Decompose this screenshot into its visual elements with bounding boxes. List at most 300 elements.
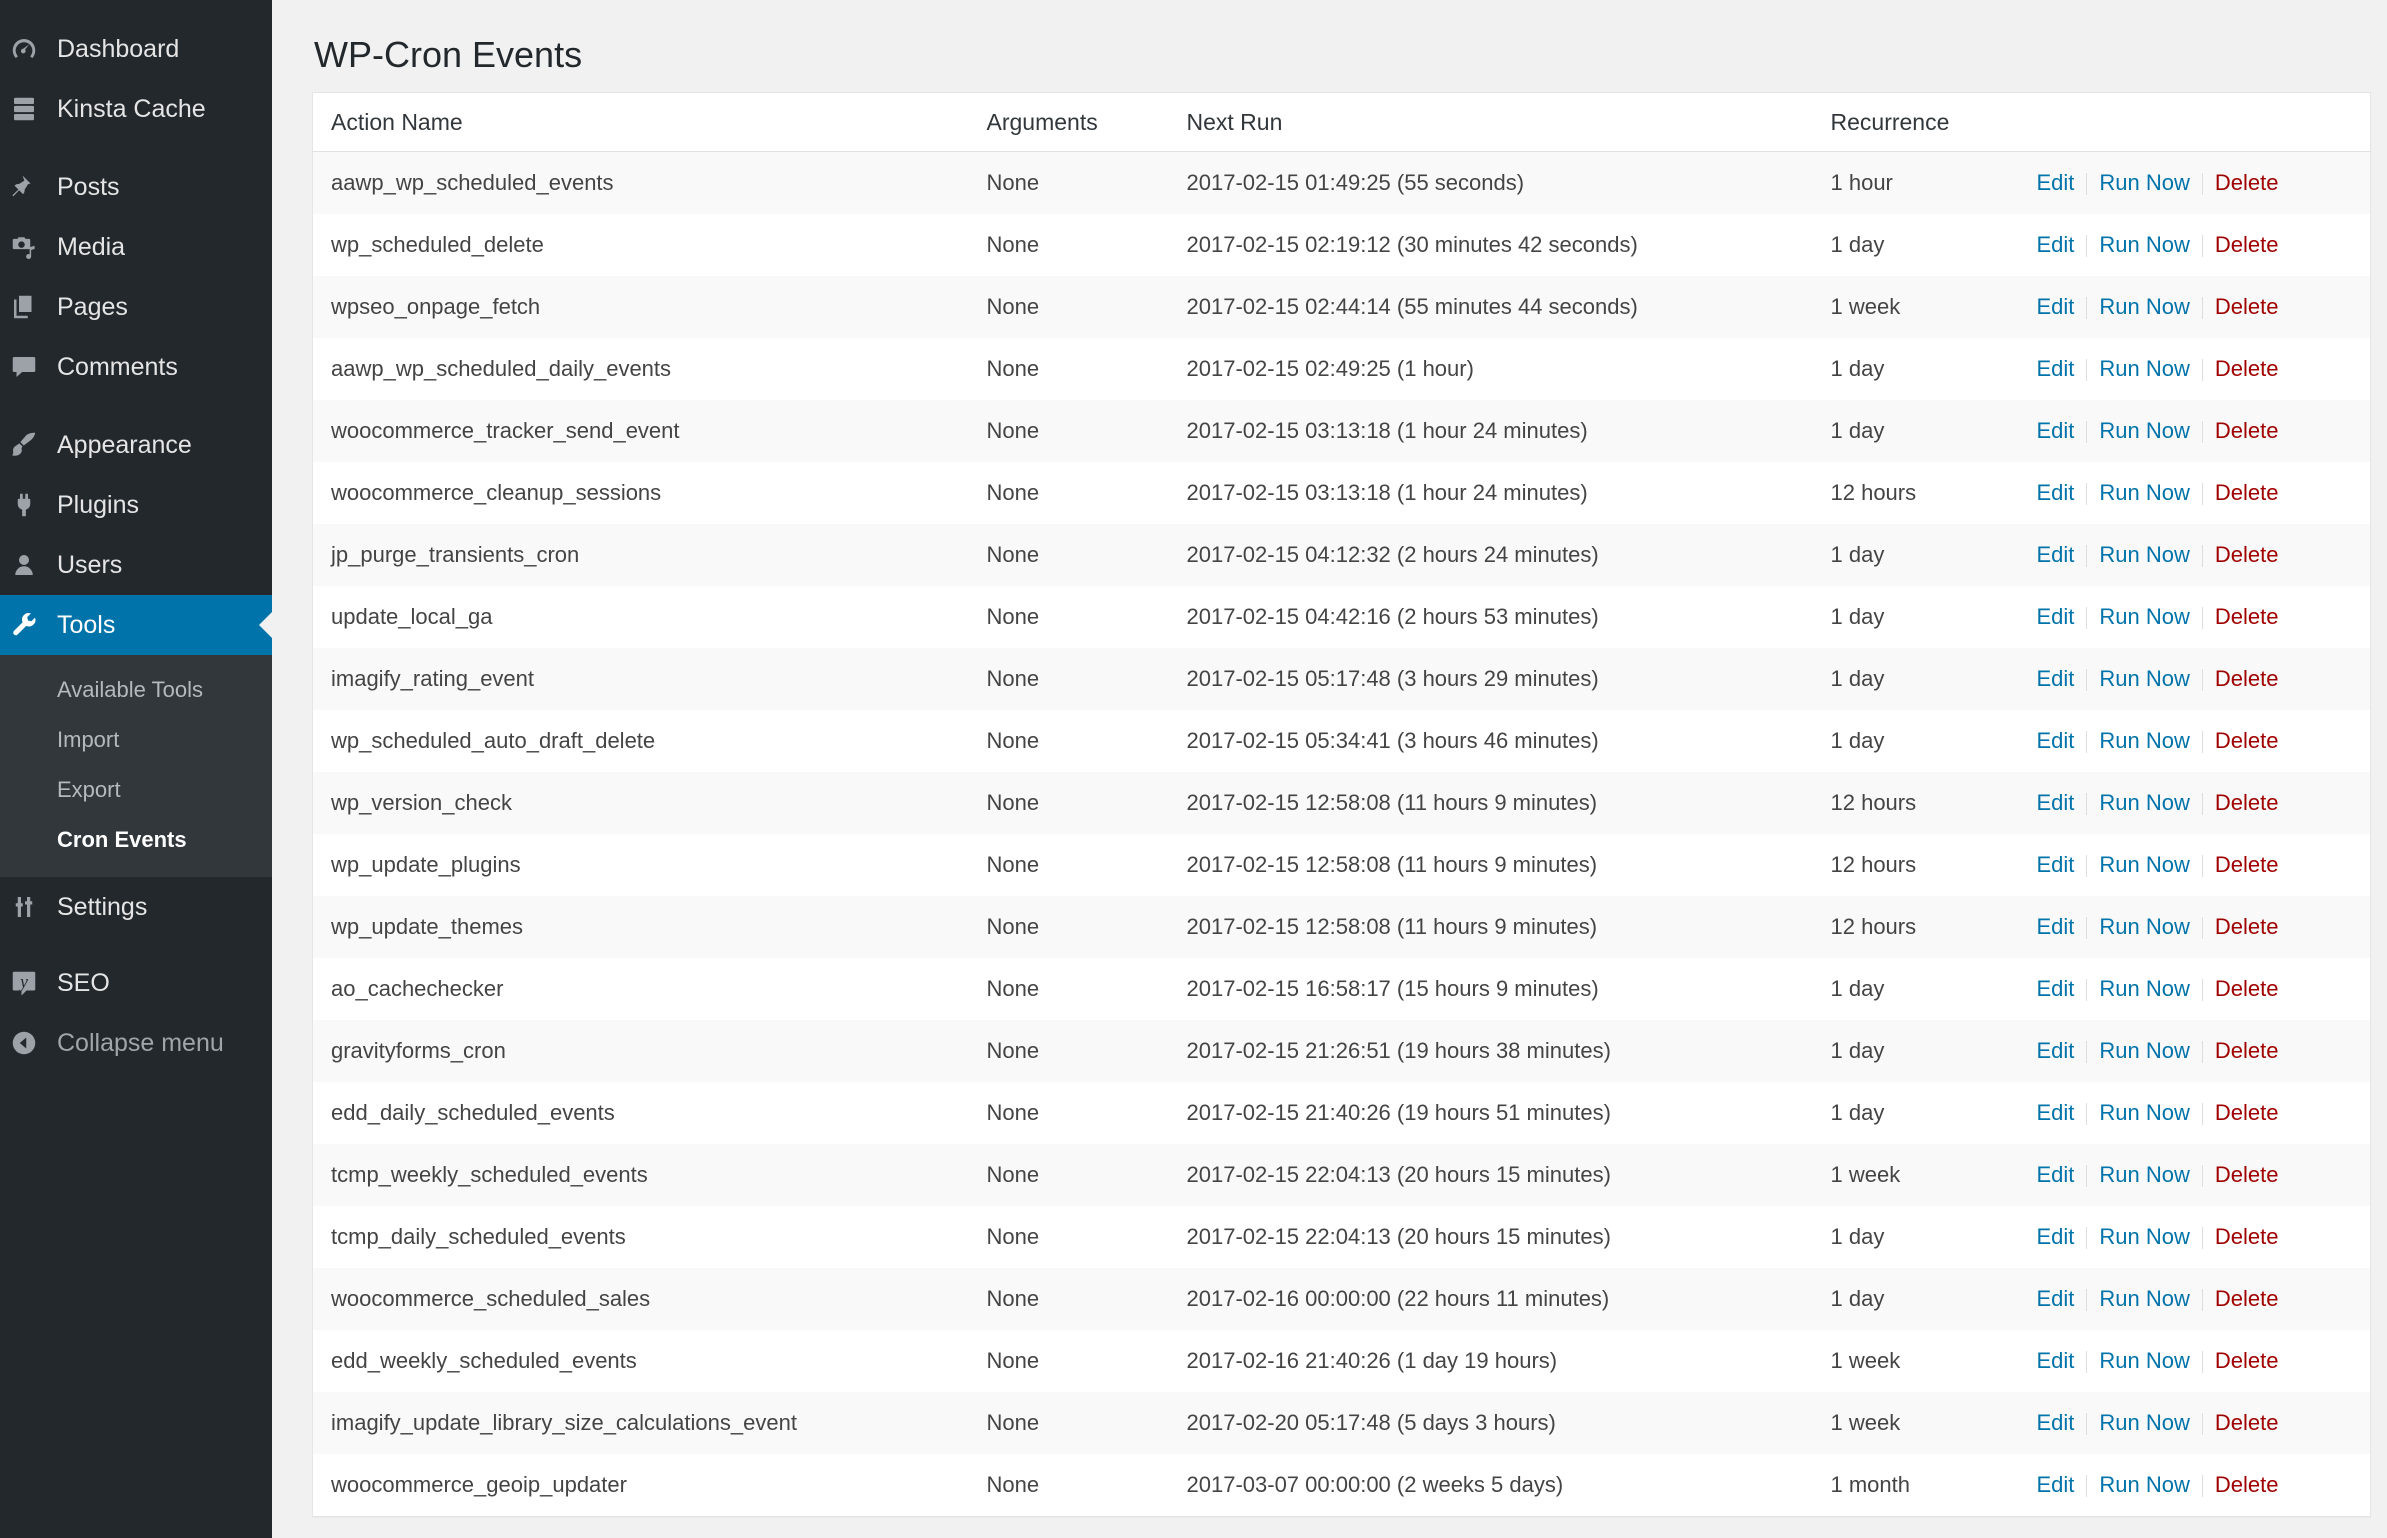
arguments-cell: None bbox=[969, 772, 1169, 834]
delete-link[interactable]: Delete bbox=[2214, 728, 2279, 753]
column-header-next-run: Next Run bbox=[1169, 93, 1813, 152]
run-now-link[interactable]: Run Now bbox=[2099, 1038, 2190, 1063]
table-row bbox=[313, 152, 2371, 215]
action-name-cell: imagify_update_library_size_calculations_event bbox=[313, 1392, 969, 1454]
run-now-link[interactable]: Run Now bbox=[2099, 790, 2190, 815]
arguments-cell: None bbox=[969, 1020, 1169, 1082]
link-separator bbox=[2202, 1475, 2203, 1497]
table-row bbox=[313, 462, 2371, 524]
sidebar-item-label: Pages bbox=[57, 292, 128, 321]
svg-text:y: y bbox=[20, 971, 28, 992]
row-actions-cell bbox=[2019, 1268, 2371, 1330]
action-name-cell: wp_update_themes bbox=[313, 896, 969, 958]
delete-link[interactable]: Delete bbox=[2214, 790, 2279, 815]
table-header bbox=[313, 93, 2371, 152]
edit-link[interactable]: Edit bbox=[2036, 852, 2075, 877]
link-separator bbox=[2202, 1289, 2203, 1311]
table-row bbox=[313, 710, 2371, 772]
run-now-link[interactable]: Run Now bbox=[2099, 852, 2190, 877]
edit-link[interactable]: Edit bbox=[2036, 1038, 2075, 1063]
sidebar-item-label: Kinsta Cache bbox=[57, 94, 206, 123]
sidebar-item-settings[interactable] bbox=[0, 877, 272, 937]
next-run-cell: 2017-02-15 16:58:17 (15 hours 9 minutes) bbox=[1169, 958, 1813, 1020]
arguments-cell: None bbox=[969, 1268, 1169, 1330]
run-now-link[interactable]: Run Now bbox=[2099, 1410, 2190, 1435]
recurrence-cell: 12 hours bbox=[1813, 772, 2019, 834]
next-run-cell: 2017-02-15 05:34:41 (3 hours 46 minutes) bbox=[1169, 710, 1813, 772]
edit-link[interactable]: Edit bbox=[2036, 356, 2075, 381]
arguments-cell: None bbox=[969, 400, 1169, 462]
recurrence-cell: 1 day bbox=[1813, 586, 2019, 648]
pushpin-icon bbox=[9, 172, 39, 202]
link-separator bbox=[2086, 1289, 2087, 1311]
arguments-cell: None bbox=[969, 1330, 1169, 1392]
edit-link[interactable]: Edit bbox=[2036, 1286, 2075, 1311]
recurrence-cell: 1 day bbox=[1813, 1082, 2019, 1144]
edit-link[interactable]: Edit bbox=[2036, 1162, 2075, 1187]
sidebar-item-users[interactable] bbox=[0, 535, 272, 595]
link-separator bbox=[2086, 1351, 2087, 1373]
sidebar-item-seo[interactable] bbox=[0, 953, 272, 1013]
row-actions-cell bbox=[2019, 338, 2371, 400]
link-separator bbox=[2202, 1103, 2203, 1125]
submenu-item-import[interactable] bbox=[0, 715, 272, 765]
arguments-cell: None bbox=[969, 276, 1169, 338]
edit-link[interactable]: Edit bbox=[2036, 294, 2075, 319]
edit-link[interactable]: Edit bbox=[2036, 232, 2075, 257]
run-now-link[interactable]: Run Now bbox=[2099, 1286, 2190, 1311]
link-separator bbox=[2202, 1041, 2203, 1063]
sidebar-item-label: Appearance bbox=[57, 430, 192, 459]
recurrence-cell: 12 hours bbox=[1813, 896, 2019, 958]
next-run-cell: 2017-02-20 05:17:48 (5 days 3 hours) bbox=[1169, 1392, 1813, 1454]
table-row bbox=[313, 1268, 2371, 1330]
sidebar-item-label: Collapse menu bbox=[57, 1028, 224, 1057]
link-separator bbox=[2086, 607, 2087, 629]
run-now-link[interactable]: Run Now bbox=[2099, 232, 2190, 257]
row-actions-cell bbox=[2019, 586, 2371, 648]
cron-events-table bbox=[312, 92, 2371, 1517]
column-header-recurrence: Recurrence bbox=[1813, 93, 2019, 152]
next-run-cell: 2017-02-16 21:40:26 (1 day 19 hours) bbox=[1169, 1330, 1813, 1392]
arguments-cell: None bbox=[969, 834, 1169, 896]
pages-icon bbox=[9, 292, 39, 322]
recurrence-cell: 1 week bbox=[1813, 276, 2019, 338]
delete-link[interactable]: Delete bbox=[2214, 542, 2279, 567]
next-run-cell: 2017-02-15 03:13:18 (1 hour 24 minutes) bbox=[1169, 462, 1813, 524]
sidebar-item-label: Users bbox=[57, 550, 123, 579]
link-separator bbox=[2202, 917, 2203, 939]
row-actions-cell bbox=[2019, 1020, 2371, 1082]
next-run-cell: 2017-02-15 12:58:08 (11 hours 9 minutes) bbox=[1169, 772, 1813, 834]
table-row bbox=[313, 648, 2371, 710]
next-run-cell: 2017-02-15 02:44:14 (55 minutes 44 seconds) bbox=[1169, 276, 1813, 338]
sidebar-item-appearance[interactable] bbox=[0, 415, 272, 475]
appearance-icon bbox=[9, 430, 39, 460]
arguments-cell: None bbox=[969, 152, 1169, 215]
collapse-icon bbox=[9, 1028, 39, 1058]
next-run-cell: 2017-02-16 00:00:00 (22 hours 11 minutes) bbox=[1169, 1268, 1813, 1330]
row-actions-cell bbox=[2019, 1082, 2371, 1144]
link-separator bbox=[2202, 1227, 2203, 1249]
delete-link[interactable]: Delete bbox=[2214, 356, 2279, 381]
sidebar-item-label: Posts bbox=[57, 172, 120, 201]
action-name-cell: tcmp_weekly_scheduled_events bbox=[313, 1144, 969, 1206]
row-actions-cell bbox=[2019, 1144, 2371, 1206]
link-separator bbox=[2086, 421, 2087, 443]
action-name-cell: aawp_wp_scheduled_events bbox=[313, 152, 969, 215]
next-run-cell: 2017-02-15 22:04:13 (20 hours 15 minutes) bbox=[1169, 1144, 1813, 1206]
settings-icon bbox=[9, 892, 39, 922]
sidebar-item-media[interactable] bbox=[0, 217, 272, 277]
edit-link[interactable]: Edit bbox=[2036, 666, 2075, 691]
next-run-cell: 2017-02-15 12:58:08 (11 hours 9 minutes) bbox=[1169, 834, 1813, 896]
sidebar-item-tools[interactable] bbox=[0, 595, 272, 655]
admin-sidebar bbox=[0, 0, 272, 1538]
submenu-item-cron-events[interactable] bbox=[0, 815, 272, 865]
link-separator bbox=[2202, 607, 2203, 629]
action-name-cell: woocommerce_tracker_send_event bbox=[313, 400, 969, 462]
run-now-link[interactable]: Run Now bbox=[2099, 1162, 2190, 1187]
action-name-cell: wp_version_check bbox=[313, 772, 969, 834]
sidebar-item-pages[interactable] bbox=[0, 277, 272, 337]
link-separator bbox=[2086, 297, 2087, 319]
table-row bbox=[313, 1020, 2371, 1082]
next-run-cell: 2017-02-15 21:40:26 (19 hours 51 minutes) bbox=[1169, 1082, 1813, 1144]
action-name-cell: wpseo_onpage_fetch bbox=[313, 276, 969, 338]
run-now-link[interactable]: Run Now bbox=[2099, 666, 2190, 691]
row-actions-cell bbox=[2019, 214, 2371, 276]
link-separator bbox=[2202, 979, 2203, 1001]
edit-link[interactable]: Edit bbox=[2036, 1100, 2075, 1125]
recurrence-cell: 1 day bbox=[1813, 1020, 2019, 1082]
column-header-actions bbox=[2019, 93, 2371, 152]
next-run-cell: 2017-02-15 04:42:16 (2 hours 53 minutes) bbox=[1169, 586, 1813, 648]
delete-link[interactable]: Delete bbox=[2214, 1348, 2279, 1373]
table-row bbox=[313, 1454, 2371, 1517]
arguments-cell: None bbox=[969, 896, 1169, 958]
edit-link[interactable]: Edit bbox=[2036, 1224, 2075, 1249]
table-row bbox=[313, 586, 2371, 648]
delete-link[interactable]: Delete bbox=[2214, 1410, 2279, 1435]
table-row bbox=[313, 1206, 2371, 1268]
action-name-cell: ao_cachechecker bbox=[313, 958, 969, 1020]
next-run-cell: 2017-02-15 05:17:48 (3 hours 29 minutes) bbox=[1169, 648, 1813, 710]
link-separator bbox=[2086, 359, 2087, 381]
table-row bbox=[313, 958, 2371, 1020]
edit-link[interactable]: Edit bbox=[2036, 728, 2075, 753]
row-actions-cell bbox=[2019, 462, 2371, 524]
table-row bbox=[313, 338, 2371, 400]
column-header-arguments: Arguments bbox=[969, 93, 1169, 152]
sidebar-item-label: Dashboard bbox=[57, 34, 180, 63]
edit-link[interactable]: Edit bbox=[2036, 1348, 2075, 1373]
link-separator bbox=[2202, 855, 2203, 877]
link-separator bbox=[2086, 483, 2087, 505]
row-actions-cell bbox=[2019, 1392, 2371, 1454]
edit-link[interactable]: Edit bbox=[2036, 914, 2075, 939]
cache-icon bbox=[9, 94, 39, 124]
table-row bbox=[313, 276, 2371, 338]
sidebar-item-label: Plugins bbox=[57, 490, 139, 519]
table-row bbox=[313, 214, 2371, 276]
arguments-cell: None bbox=[969, 1392, 1169, 1454]
action-name-cell: woocommerce_cleanup_sessions bbox=[313, 462, 969, 524]
next-run-cell: 2017-02-15 12:58:08 (11 hours 9 minutes) bbox=[1169, 896, 1813, 958]
arguments-cell: None bbox=[969, 338, 1169, 400]
delete-link[interactable]: Delete bbox=[2214, 914, 2279, 939]
link-separator bbox=[2086, 855, 2087, 877]
link-separator bbox=[2202, 483, 2203, 505]
plugins-icon bbox=[9, 490, 39, 520]
run-now-link[interactable]: Run Now bbox=[2099, 1472, 2190, 1497]
edit-link[interactable]: Edit bbox=[2036, 976, 2075, 1001]
table-row bbox=[313, 524, 2371, 586]
run-now-link[interactable]: Run Now bbox=[2099, 1100, 2190, 1125]
delete-link[interactable]: Delete bbox=[2214, 1286, 2279, 1311]
main-content bbox=[272, 0, 2387, 1538]
row-actions-cell bbox=[2019, 958, 2371, 1020]
link-separator bbox=[2202, 731, 2203, 753]
next-run-cell: 2017-02-15 02:49:25 (1 hour) bbox=[1169, 338, 1813, 400]
tools-icon bbox=[9, 610, 39, 640]
delete-link[interactable]: Delete bbox=[2214, 666, 2279, 691]
action-name-cell: edd_weekly_scheduled_events bbox=[313, 1330, 969, 1392]
run-now-link[interactable]: Run Now bbox=[2099, 542, 2190, 567]
admin-menu bbox=[0, 19, 272, 1073]
recurrence-cell: 1 week bbox=[1813, 1144, 2019, 1206]
edit-link[interactable]: Edit bbox=[2036, 170, 2075, 195]
link-separator bbox=[2202, 235, 2203, 257]
table-row bbox=[313, 896, 2371, 958]
menu-separator bbox=[0, 937, 272, 953]
table-body bbox=[313, 152, 2371, 1517]
link-separator bbox=[2202, 669, 2203, 691]
arguments-cell: None bbox=[969, 710, 1169, 772]
run-now-link[interactable]: Run Now bbox=[2099, 170, 2190, 195]
arguments-cell: None bbox=[969, 648, 1169, 710]
run-now-link[interactable]: Run Now bbox=[2099, 1348, 2190, 1373]
next-run-cell: 2017-02-15 02:19:12 (30 minutes 42 seconds) bbox=[1169, 214, 1813, 276]
link-separator bbox=[2202, 421, 2203, 443]
row-actions-cell bbox=[2019, 400, 2371, 462]
link-separator bbox=[2086, 731, 2087, 753]
table-row bbox=[313, 1330, 2371, 1392]
run-now-link[interactable]: Run Now bbox=[2099, 480, 2190, 505]
link-separator bbox=[2086, 545, 2087, 567]
recurrence-cell: 1 day bbox=[1813, 400, 2019, 462]
row-actions-cell bbox=[2019, 648, 2371, 710]
recurrence-cell: 1 day bbox=[1813, 338, 2019, 400]
edit-link[interactable]: Edit bbox=[2036, 604, 2075, 629]
table-row bbox=[313, 400, 2371, 462]
sidebar-item-label: SEO bbox=[57, 968, 110, 997]
sidebar-item-label: Media bbox=[57, 232, 126, 261]
link-separator bbox=[2086, 1413, 2087, 1435]
link-separator bbox=[2202, 297, 2203, 319]
run-now-link[interactable]: Run Now bbox=[2099, 356, 2190, 381]
action-name-cell: jp_purge_transients_cron bbox=[313, 524, 969, 586]
link-separator bbox=[2086, 793, 2087, 815]
action-name-cell: gravityforms_cron bbox=[313, 1020, 969, 1082]
submenu-item-label: Export bbox=[57, 777, 121, 802]
link-separator bbox=[2202, 359, 2203, 381]
recurrence-cell: 1 day bbox=[1813, 958, 2019, 1020]
comments-icon bbox=[9, 352, 39, 382]
action-name-cell: imagify_rating_event bbox=[313, 648, 969, 710]
recurrence-cell: 1 day bbox=[1813, 1206, 2019, 1268]
run-now-link[interactable]: Run Now bbox=[2099, 728, 2190, 753]
row-actions-cell bbox=[2019, 834, 2371, 896]
edit-link[interactable]: Edit bbox=[2036, 790, 2075, 815]
table-row bbox=[313, 834, 2371, 896]
submenu-item-label: Cron Events bbox=[57, 827, 187, 852]
arguments-cell: None bbox=[969, 958, 1169, 1020]
submenu-item-label: Available Tools bbox=[57, 677, 203, 702]
row-actions-cell bbox=[2019, 1454, 2371, 1517]
delete-link[interactable]: Delete bbox=[2214, 1162, 2279, 1187]
link-separator bbox=[2086, 1475, 2087, 1497]
users-icon bbox=[9, 550, 39, 580]
arguments-cell: None bbox=[969, 1082, 1169, 1144]
next-run-cell: 2017-02-15 01:49:25 (55 seconds) bbox=[1169, 152, 1813, 215]
row-actions-cell bbox=[2019, 1330, 2371, 1392]
delete-link[interactable]: Delete bbox=[2214, 480, 2279, 505]
arguments-cell: None bbox=[969, 1454, 1169, 1517]
column-header-action-name: Action Name bbox=[313, 93, 969, 152]
page-title: WP-Cron Events bbox=[314, 34, 583, 75]
table-row bbox=[313, 772, 2371, 834]
row-actions-cell bbox=[2019, 772, 2371, 834]
sidebar-item-posts[interactable] bbox=[0, 157, 272, 217]
link-separator bbox=[2086, 917, 2087, 939]
submenu-item-export[interactable] bbox=[0, 765, 272, 815]
action-name-cell: wp_update_plugins bbox=[313, 834, 969, 896]
media-icon bbox=[9, 232, 39, 262]
recurrence-cell: 1 day bbox=[1813, 214, 2019, 276]
link-separator bbox=[2086, 1227, 2087, 1249]
recurrence-cell: 1 day bbox=[1813, 524, 2019, 586]
run-now-link[interactable]: Run Now bbox=[2099, 294, 2190, 319]
sidebar-item-label: Tools bbox=[57, 610, 116, 639]
link-separator bbox=[2202, 793, 2203, 815]
sidebar-item-plugins[interactable] bbox=[0, 475, 272, 535]
sidebar-item-label: Settings bbox=[57, 892, 148, 921]
arguments-cell: None bbox=[969, 214, 1169, 276]
edit-link[interactable]: Edit bbox=[2036, 418, 2075, 443]
edit-link[interactable]: Edit bbox=[2036, 542, 2075, 567]
action-name-cell: edd_daily_scheduled_events bbox=[313, 1082, 969, 1144]
run-now-link[interactable]: Run Now bbox=[2099, 976, 2190, 1001]
link-separator bbox=[2086, 669, 2087, 691]
recurrence-cell: 1 day bbox=[1813, 648, 2019, 710]
link-separator bbox=[2202, 545, 2203, 567]
recurrence-cell: 1 day bbox=[1813, 1268, 2019, 1330]
submenu-item-available-tools[interactable] bbox=[0, 665, 272, 715]
action-name-cell: wp_scheduled_delete bbox=[313, 214, 969, 276]
delete-link[interactable]: Delete bbox=[2214, 170, 2279, 195]
sidebar-item-comments[interactable] bbox=[0, 337, 272, 397]
delete-link[interactable]: Delete bbox=[2214, 604, 2279, 629]
recurrence-cell: 1 week bbox=[1813, 1392, 2019, 1454]
table-row bbox=[313, 1392, 2371, 1454]
link-separator bbox=[2086, 1165, 2087, 1187]
edit-link[interactable]: Edit bbox=[2036, 480, 2075, 505]
link-separator bbox=[2202, 1413, 2203, 1435]
next-run-cell: 2017-02-15 22:04:13 (20 hours 15 minutes) bbox=[1169, 1206, 1813, 1268]
row-actions-cell bbox=[2019, 896, 2371, 958]
edit-link[interactable]: Edit bbox=[2036, 1410, 2075, 1435]
tools-submenu bbox=[0, 655, 272, 877]
link-separator bbox=[2086, 173, 2087, 195]
header-row bbox=[313, 93, 2371, 152]
edit-link[interactable]: Edit bbox=[2036, 1472, 2075, 1497]
recurrence-cell: 1 week bbox=[1813, 1330, 2019, 1392]
submenu-item-label: Import bbox=[57, 727, 120, 752]
action-name-cell: wp_scheduled_auto_draft_delete bbox=[313, 710, 969, 772]
run-now-link[interactable]: Run Now bbox=[2099, 1224, 2190, 1249]
run-now-link[interactable]: Run Now bbox=[2099, 604, 2190, 629]
recurrence-cell: 1 month bbox=[1813, 1454, 2019, 1517]
next-run-cell: 2017-02-15 04:12:32 (2 hours 24 minutes) bbox=[1169, 524, 1813, 586]
delete-link[interactable]: Delete bbox=[2214, 1038, 2279, 1063]
run-now-link[interactable]: Run Now bbox=[2099, 418, 2190, 443]
link-separator bbox=[2086, 1041, 2087, 1063]
arguments-cell: None bbox=[969, 462, 1169, 524]
run-now-link[interactable]: Run Now bbox=[2099, 914, 2190, 939]
arguments-cell: None bbox=[969, 586, 1169, 648]
delete-link[interactable]: Delete bbox=[2214, 852, 2279, 877]
table-row bbox=[313, 1144, 2371, 1206]
next-run-cell: 2017-02-15 21:26:51 (19 hours 38 minutes) bbox=[1169, 1020, 1813, 1082]
delete-link[interactable]: Delete bbox=[2214, 294, 2279, 319]
sidebar-item-kinsta-cache[interactable] bbox=[0, 79, 272, 139]
sidebar-item-label: Comments bbox=[57, 352, 178, 381]
sidebar-item-collapse-menu[interactable] bbox=[0, 1013, 272, 1073]
arguments-cell: None bbox=[969, 1206, 1169, 1268]
delete-link[interactable]: Delete bbox=[2214, 976, 2279, 1001]
delete-link[interactable]: Delete bbox=[2214, 1100, 2279, 1125]
sidebar-item-dashboard[interactable] bbox=[0, 19, 272, 79]
recurrence-cell: 12 hours bbox=[1813, 834, 2019, 896]
row-actions-cell bbox=[2019, 524, 2371, 586]
dashboard-icon bbox=[9, 34, 39, 64]
menu-separator bbox=[0, 139, 272, 157]
next-run-cell: 2017-02-15 03:13:18 (1 hour 24 minutes) bbox=[1169, 400, 1813, 462]
recurrence-cell: 1 hour bbox=[1813, 152, 2019, 215]
action-name-cell: update_local_ga bbox=[313, 586, 969, 648]
menu-separator bbox=[0, 397, 272, 415]
seo-icon bbox=[9, 968, 39, 998]
action-name-cell: aawp_wp_scheduled_daily_events bbox=[313, 338, 969, 400]
delete-link[interactable]: Delete bbox=[2214, 418, 2279, 443]
link-separator bbox=[2202, 1351, 2203, 1373]
link-separator bbox=[2086, 235, 2087, 257]
delete-link[interactable]: Delete bbox=[2214, 1224, 2279, 1249]
link-separator bbox=[2086, 979, 2087, 1001]
row-actions-cell bbox=[2019, 152, 2371, 215]
row-actions-cell bbox=[2019, 276, 2371, 338]
action-name-cell: woocommerce_geoip_updater bbox=[313, 1454, 969, 1517]
delete-link[interactable]: Delete bbox=[2214, 232, 2279, 257]
action-name-cell: tcmp_daily_scheduled_events bbox=[313, 1206, 969, 1268]
action-name-cell: woocommerce_scheduled_sales bbox=[313, 1268, 969, 1330]
delete-link[interactable]: Delete bbox=[2214, 1472, 2279, 1497]
recurrence-cell: 1 day bbox=[1813, 710, 2019, 772]
link-separator bbox=[2202, 1165, 2203, 1187]
arguments-cell: None bbox=[969, 524, 1169, 586]
row-actions-cell bbox=[2019, 1206, 2371, 1268]
